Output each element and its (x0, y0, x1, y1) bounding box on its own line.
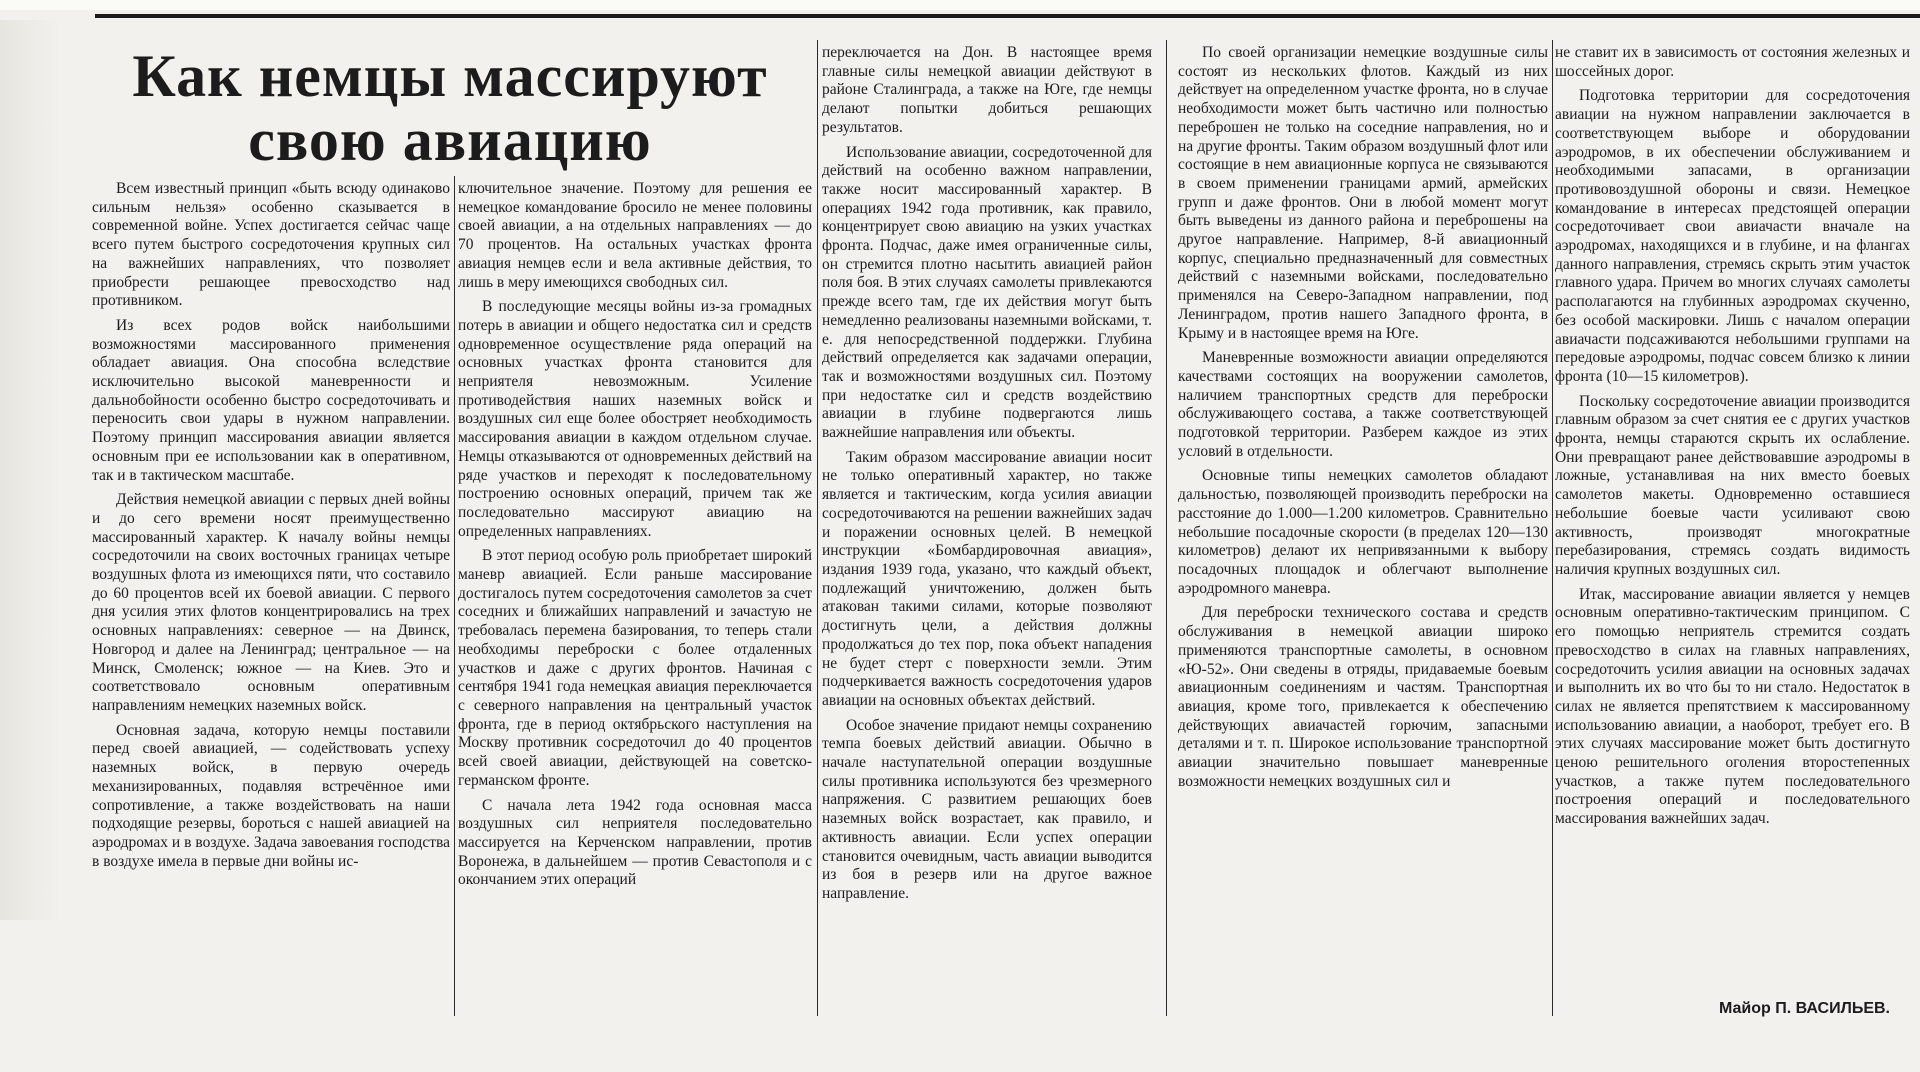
article-paragraph: Поскольку сосредоточение авиации производится главным образом за счет снятия ее с других участков фронта, немцы стараются скрыть их ослабление. Они превращают ранее действовавшие аэродромы в ложные, устанавливая на них вместо боевых самолетов макеты. Одновременно оставшиеся небольшие боевые части усиливают свою активность, производят многократные перебазирования, стремясь создать видимость наличия крупных воздушных сил. (1555, 392, 1910, 578)
article-paragraph: С начала лета 1942 года основная масса воздушных сил неприятеля последовательно массируется на Керченском направлении, против Воронежа, в дальнейшем — против Севастополя и с окончанием этих операций (458, 796, 812, 889)
article-paragraph: Из всех родов войск наибольшими возможностями массированного применения обладает авиация. Она способна вследствие исключительно высокой маневренности и дальнобойности особенно быстро сосредоточивать и переносить свои удары в нужном направлении. Поэтому принцип массирования авиации является основным при ее использовании как в оперативном, так и в тактическом масштабе. (92, 316, 450, 484)
article-paragraph: Маневренные возможности авиации определяются качествами состоящих на вооружении самолетов, наличием транспортных средств для переброски обслуживающего состава, а также соответствующей подготовкой территории. Разберем каждое из этих условий в отдельности. (1178, 349, 1548, 460)
headline-line-1: Как немцы массируют (132, 43, 768, 109)
headline-line-2: свою авиацию (248, 107, 652, 173)
article-paragraph: Итак, массирование авиации является у немцев основным оперативно-тактическим принципом. С его помощью неприятель стремится создать превосходство в силах на главных направлениях, сосредоточить усилия авиации на основных задачах и выполнить их во что бы то ни стало. Недостаток в силах не является препятствием к массированному использованию авиации, а наоборот, требует его. В этих случаях массирование может быть достигнуто ценою решительного оголения второстепенных участков, а также путем последовательного построения операций и последовательного массирования важнейших задач. (1555, 585, 1910, 828)
article-column-1 (92, 180, 450, 1010)
article-paragraph: Подготовка территории для сосредоточения авиации на нужном направлении заключается в соответствующем выборе и оборудовании аэродромов, в их обеспечении обслуживанием и необходимыми запасами, в организации противовоздушной обороны и связи. Немецкое командование в интересах предстоящей операции сосредоточивает свои авиачасти вначале на аэродромах, находящихся и в глубине, и на флангах данного направления, стремясь скрыть этим участок главного удара. Причем во многих случаях самолеты располагаются на глубинных аэродромах скученно, без особой маскировки. Лишь с началом операции авиачасти подсаживаются небольшими группами на передовые аэродромы, подчас совсем близко к линии фронта (10—15 километров). (1555, 87, 1910, 385)
article-paragraph: По своей организации немецкие воздушные силы состоят из нескольких флотов. Каждый из них действует на определенном участке фронта, но в случае необходимости может быть частично или полностью переброшен не только на соседние направления, но и на другие фронты. Таким образом воздушный флот или состоящие в нем авиационные корпуса не связываются в своем применении границами армий, армейских групп и даже фронтов. Они в любой момент могут быть выведены из данного района и переброшены на другое направление. Например, 8-й авиационный корпус, специально предназначенный для совместных действий с наземными войсками, последовательно применялся на Северо-Западном направлении, под Ленинградом, против нашего Западного фронта, в Крыму и в настоящее время на Юге. (1178, 44, 1548, 342)
article-paragraph: В этот период особую роль приобретает широкий маневр авиацией. Если раньше массирование достигалось путем сосредоточения самолетов за счет соседних и ближайших направлений и зачастую не требовалась перемена базирования, то теперь стали необходимы переброски с более отдаленных участков и даже с других фронтов. Начиная с сентября 1941 года немецкая авиация переключается с северного направления на центральный участок фронта, где в период октябрьского наступления на Москву противник сосредоточил до 40 процентов всей своей авиации, действующей на советско-германском фронте. (458, 547, 812, 789)
article-paragraph: переключается на Дон. В настоящее время главные силы немецкой авиации действуют в районе Сталинграда, а также на Юге, где немцы делают попытки добиться решающих результатов. (822, 44, 1152, 136)
article-paragraph: Таким образом массирование авиации носит не только оперативный характер, но также является и тактическим, когда усилия авиации сосредоточиваются на решении важнейших задач и поражении основных целей. В немецкой инструкции «Бомбардировочная авиация», издания 1939 года, указано, что каждый объект, подлежащий уничтожению, должен быть атакован такими силами, которые позволяют достигнуть цели, а действия должны продолжаться до тех пор, пока объект нападения не будет стерт с поверхности земли. Этим подчеркивается важность сосредоточения ударов авиации на основных объектах действий. (822, 448, 1152, 709)
column-divider (454, 176, 455, 1016)
column-divider (1552, 40, 1553, 1016)
article-column-4 (1178, 44, 1548, 1012)
article-paragraph: Особое значение придают немцы сохранению темпа боевых действий авиации. Обычно в начале наступательной операции воздушные силы противника используются без чрезмерного напряжения. С развитием решающих боев наземных войск возрастает, как правило, и активность авиации. Если успех операции становится очевидным, часть авиации выводится из боя в резерв или на другое важное направление. (822, 716, 1152, 902)
article-paragraph: не ставит их в зависимость от состояния железных и шоссейных дорог. (1555, 44, 1910, 80)
article-paragraph: Использование авиации, сосредоточенной для действий на особенно важном направлении, также носит массированный характер. В операциях 1942 года противник, как правило, концентрирует свою авиацию на узких участках фронта. Подчас, даже имея ограниченные силы, он стремится плотно насытить авиацией район поля боя. В этих случаях самолеты привлекаются прежде всего там, где их действия могут быть немедленно реализованы наземными войсками, т. е. для непосредственной поддержки. Глубина действий определяется как задачами операции, так и возможностями воздушных сил. Поэтому при недостатке сил и средств воздействию авиации в глубине подвергаются лишь важнейшие направления или объекты. (822, 143, 1152, 442)
article-paragraph: Основная задача, которую немцы поставили перед своей авиацией, — содействовать успеху наземных войск, в первую очередь механизированных, подавляя встречённое ими сопротивление, а также воздействовать на наши подходящие резервы, бороться с нашей авиацией на аэродромах и в воздухе. Задача завоевания господства в воздухе имела в первые дни войны ис- (92, 721, 450, 870)
article-paragraph: Основные типы немецких самолетов обладают дальностью, позволяющей производить переброски на расстояние до 1.000—1.200 километров. Сравнительно небольшие посадочные скорости (в пределах 120—130 километров) делают их непривязанными к выбору посадочных площадок и облегчают выполнение аэродромного маневра. (1178, 467, 1548, 597)
article-paragraph: В последующие месяцы войны из-за громадных потерь в авиации и общего недостатка сил и средств одновременное осуществление ряда операций на основных участках фронта становится для неприятеля невозможным. Усиление противодействия наших наземных войск и воздушных сил еще более обостряет необходимость массирования авиации в каждом отдельном случае. Немцы отказываются от одновременных действий на ряде участков и переходят к последовательному построению основных операций, причем так же последовательно массируют авиацию на определенных направлениях. (458, 298, 812, 540)
page-margin (0, 20, 60, 920)
column-divider (817, 40, 818, 1016)
article-column-2 (458, 180, 812, 1010)
column-divider (1166, 40, 1167, 1016)
article-paragraph: Действия немецкой авиации с первых дней войны и до сего времени носят преимущественно массированный характер. К началу войны немцы сосредоточили на своих восточных границах четыре воздушных флота из имеющихся пяти, что составило до 60 процентов всей их боевой авиации. С первого дня усилия этих флотов концентрировались на трех основных направлениях: северное — на Двинск, Новгород и далее на Ленинград; центральное — на Минск, Смоленск; южное — на Киев. Это и соответствовало основным оперативным направлениям немецких наземных войск. (92, 491, 450, 714)
article-column-3 (822, 44, 1152, 1012)
header-rule (95, 14, 1920, 18)
article-column-5 (1555, 44, 1910, 1012)
article-paragraph: Для переброски технического состава и средств обслуживания в немецкой авиации широко применяются транспортные самолеты, в основном «Ю-52». Они сведены в отряды, придаваемые боевым авиационным соединениям и частям. Транспортная авиация, кроме того, привлекается к обеспечению действующих авиачастей горючим, запасными деталями и т. п. Широкое использование транспортной авиации значительно повышает маневренные возможности немецких воздушных сил и (1178, 604, 1548, 790)
page-top-strip (0, 0, 1920, 10)
article-paragraph: ключительное значение. Поэтому для решения ее немецкое командование бросило не менее половины своей авиации, а на отдельных направлениях — до 70 процентов. На остальных участках фронта авиация немцев если и вела активные действия, то лишь в меру имеющихся свободных сил. (458, 180, 812, 291)
article-paragraph: Всем известный принцип «быть всюду одинаково сильным нельзя» особенно сказывается в современной войне. Успех достигается сейчас чаще всего путем быстрого сосредоточения крупных сил на важнейших направлениях, что позволяет приобрести решающее превосходство над противником. (92, 180, 450, 310)
article-byline: Майор П. ВАСИЛЬЕВ. (1718, 1000, 1890, 1017)
article-headline (100, 44, 800, 172)
